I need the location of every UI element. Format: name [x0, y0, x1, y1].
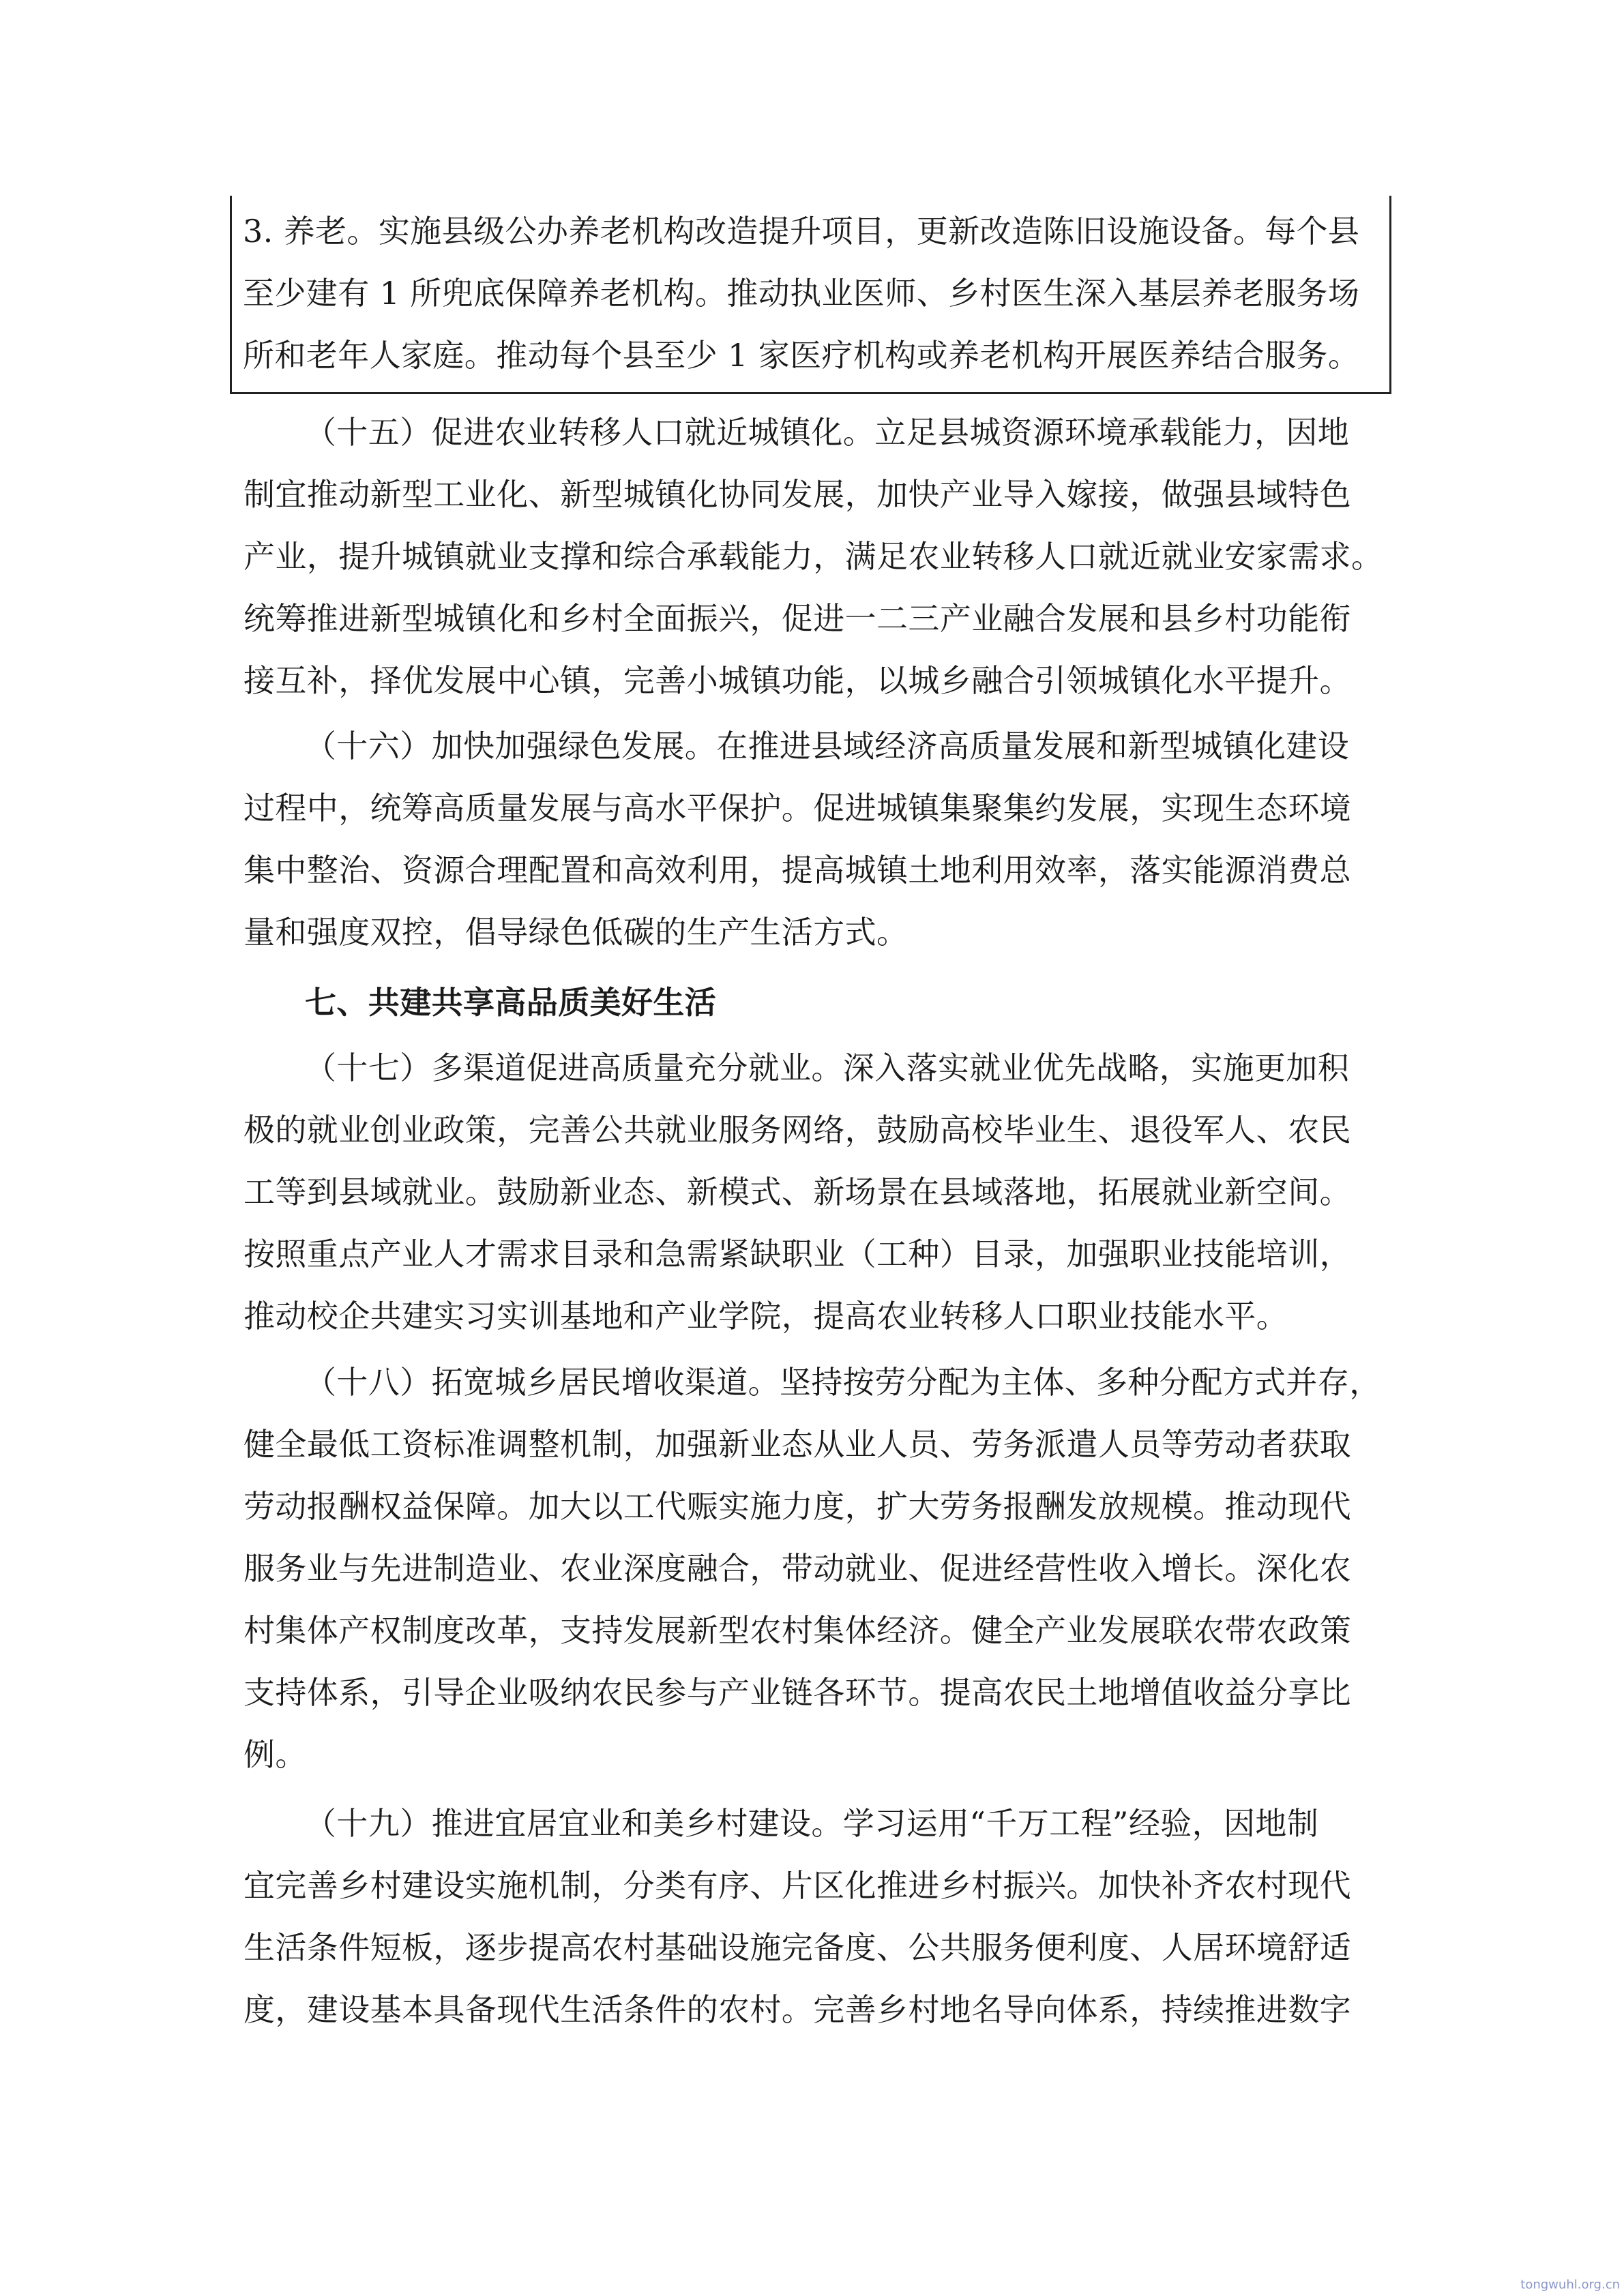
paragraph-line: 工等到县域就业。鼓励新业态、新模式、新场景在县域落地，拓展就业新空间。: [243, 1174, 1351, 1210]
paragraph-line: （十七）多渠道促进高质量充分就业。深入落实就业优先战略，实施更加积: [305, 1049, 1350, 1086]
paragraph-line: 产业，提升城镇就业支撑和综合承载能力，满足农业转移人口就近就业安家需求。: [243, 538, 1383, 575]
paragraph-line: 统筹推进新型城镇化和乡村全面振兴，促进一二三产业融合发展和县乡村功能衔: [243, 600, 1351, 637]
box-line: 3. 养老。实施县级公办养老机构改造提升项目，更新改造陈旧设施设备。每个县: [243, 213, 1360, 250]
paragraph-line: 过程中，统筹高质量发展与高水平保护。促进城镇集聚集约发展，实现生态环境: [243, 790, 1351, 826]
paragraph-line: 极的就业创业政策，完善公共就业服务网络，鼓励高校毕业生、退役军人、农民: [243, 1112, 1351, 1148]
box-line: 所和老年人家庭。推动每个县至少 1 家医疗机构或养老机构开展医养结合服务。: [243, 337, 1360, 374]
paragraph-line: 生活条件短板，逐步提高农村基础设施完备度、公共服务便利度、人居环境舒适: [243, 1929, 1351, 1966]
paragraph-line: 量和强度双控，倡导绿色低碳的生产生活方式。: [243, 914, 909, 951]
paragraph-line: 服务业与先进制造业、农业深度融合，带动就业、促进经营性收入增长。深化农: [243, 1550, 1351, 1587]
paragraph-line: （十八）拓宽城乡居民增收渠道。坚持按劳分配为主体、多种分配方式并存，: [305, 1364, 1381, 1401]
paragraph-line: 接互补，择优发展中心镇，完善小城镇功能，以城乡融合引领城镇化水平提升。: [243, 662, 1351, 699]
paragraph-line: 健全最低工资标准调整机制，加强新业态从业人员、劳务派遣人员等劳动者获取: [243, 1426, 1351, 1463]
paragraph-line: 集中整治、资源合理配置和高效利用，提高城镇土地利用效率，落实能源消费总: [243, 852, 1351, 889]
paragraph-line: 劳动报酬权益保障。加大以工代赈实施力度，扩大劳务报酬发放规模。推动现代: [243, 1488, 1351, 1525]
paragraph-line: 按照重点产业人才需求目录和急需紧缺职业（工种）目录，加强职业技能培训，: [243, 1236, 1351, 1272]
paragraph-line: （十六）加快加强绿色发展。在推进县域经济高质量发展和新型城镇化建设: [305, 728, 1350, 764]
boxed-note: [230, 196, 1391, 394]
paragraph-line: （十五）促进农业转移人口就近城镇化。立足县城资源环境承载能力，因地: [305, 414, 1350, 451]
section-heading: 七、共建共享高品质美好生活: [305, 984, 717, 1021]
watermark: tongwuhl.org.cn: [1520, 2278, 1620, 2292]
paragraph-line: （十九）推进宜居宜业和美乡村建设。学习运用“千万工程”经验，因地制: [305, 1805, 1319, 1842]
paragraph-line: 支持体系，引导企业吸纳农民参与产业链各环节。提高农民土地增值收益分享比: [243, 1674, 1351, 1711]
paragraph-line: 度，建设基本具备现代生活条件的农村。完善乡村地名导向体系，持续推进数字: [243, 1991, 1351, 2028]
paragraph-line: 宜完善乡村建设实施机制，分类有序、片区化推进乡村振兴。加快补齐农村现代: [243, 1867, 1351, 1904]
paragraph-line: 例。: [243, 1736, 307, 1773]
paragraph-line: 推动校企共建实习实训基地和产业学院，提高农业转移人口职业技能水平。: [243, 1298, 1288, 1335]
paragraph-line: 制宜推动新型工业化、新型城镇化协同发展，加快产业导入嫁接，做强县域特色: [243, 476, 1351, 513]
box-line: 至少建有 1 所兜底保障养老机构。推动执业医师、乡村医生深入基层养老服务场: [243, 275, 1360, 312]
paragraph-line: 村集体产权制度改革，支持发展新型农村集体经济。健全产业发展联农带农政策: [243, 1612, 1351, 1649]
